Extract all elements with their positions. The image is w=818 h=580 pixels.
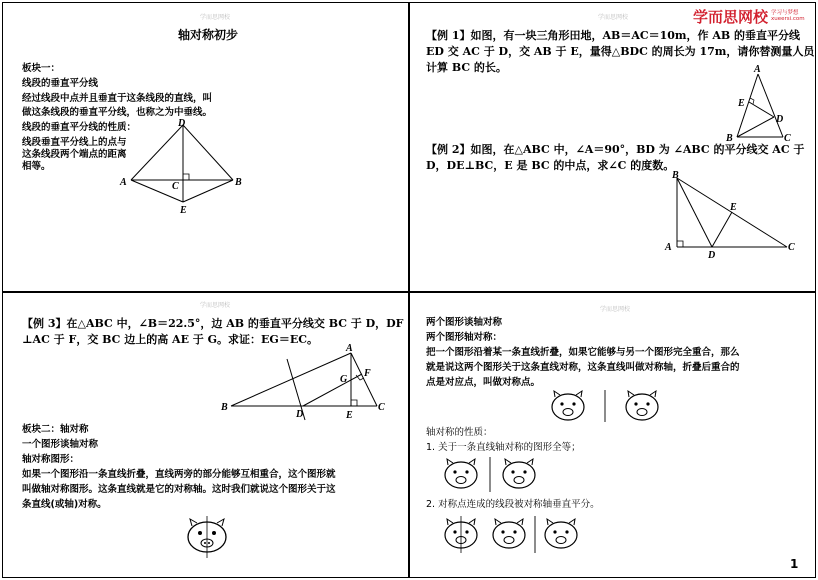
property-heading: 线段的垂直平分线的性质：: [22, 122, 137, 133]
vertex-label: E: [180, 205, 187, 216]
block-label: 板块二：轴对称: [22, 424, 89, 435]
vertex-label: D: [296, 409, 304, 420]
pig-face-pair: [548, 388, 663, 424]
property-line: 这条线段两个端点的距离: [22, 149, 127, 160]
watermark: 学而思网校: [200, 302, 231, 309]
page-title: 轴对称初步: [178, 28, 239, 42]
vertex-label: B: [221, 402, 228, 413]
definition-line: 点是对应点，叫做对称点。: [426, 377, 541, 388]
vertex-label: C: [788, 242, 795, 253]
example-2-text: 【例 2】如图，在△ABC 中，∠A＝90°，BD 为 ∠ABC 的平分线交 AC 于: [426, 143, 805, 156]
vertex-label: D: [178, 118, 186, 129]
example-3-text: 【例 3】在△ABC 中，∠B＝22.5°，边 AB 的垂直平分线交 BC 于 D，DF: [22, 317, 404, 330]
vertex-label: G: [340, 374, 348, 385]
property-item: 1. 关于一条直线轴对称的图形全等；: [426, 442, 581, 453]
vertex-label: A: [754, 64, 761, 75]
watermark: 学而思网校: [598, 14, 629, 21]
definition-line: 叫做轴对称图形。这条直线就是它的对称轴。这时我们就说这个图形关于这: [22, 484, 336, 495]
example-3-text: ⊥AC 于 F，交 BC 边上的高 AE 于 G。求证：EG＝EC。: [22, 333, 318, 346]
vertex-label: A: [120, 177, 127, 188]
vertex-label: B: [235, 177, 242, 188]
block-label: 板块一：: [22, 63, 61, 74]
vertex-label: E: [346, 410, 353, 421]
vertex-label: E: [730, 202, 737, 213]
watermark: 学而思网校: [600, 306, 631, 313]
property-line: 相等。: [22, 161, 51, 172]
property-line: 线段垂直平分线上的点与: [22, 137, 127, 148]
example-1-figure: [725, 62, 805, 147]
example-2-text: D，DE⊥BC，E 是 BC 的中点，求∠C 的度数。: [426, 159, 675, 172]
example-3-figure: [215, 342, 395, 422]
vertex-label: E: [738, 98, 745, 109]
watermark: 学而思网校: [200, 14, 231, 21]
section-heading: 一个图形谈轴对称: [22, 439, 99, 450]
vertex-label: A: [665, 242, 672, 253]
vertex-label: C: [784, 133, 791, 144]
definition-line: 如果一个图形沿一条直线折叠，直线两旁的部分能够互相重合，这个图形就: [22, 469, 336, 480]
property-item: 2. 对称点连成的线段被对称轴垂直平分。: [426, 499, 600, 510]
section-heading: 两个图形轴对称：: [426, 332, 503, 343]
vertex-label: D: [776, 114, 784, 125]
example-1-text: ED 交 AC 于 D，交 AB 于 E，量得△BDC 的周长为 17m，请你替测量人员: [426, 45, 815, 58]
vertex-label: B: [672, 170, 679, 181]
brand-logo-sub: 学习与梦想: [771, 10, 799, 16]
vertex-label: B: [726, 133, 733, 144]
definition-line: 就是说这两个图形关于这条直线对称，这条直线叫做对称轴，折叠后重合的: [426, 362, 740, 373]
perpendicular-bisector-figure: [110, 115, 260, 220]
example-1-text: 计算 BC 的长。: [426, 61, 507, 74]
section-heading: 两个图形谈轴对称: [426, 317, 503, 328]
vertex-label: C: [172, 181, 179, 192]
property-heading: 轴对称的性质：: [426, 427, 493, 438]
pig-face-pair: [440, 455, 545, 493]
vertex-label: F: [364, 368, 371, 379]
brand-logo: 学而思网校: [693, 8, 769, 26]
pig-face-symmetric: [182, 514, 232, 558]
vertex-label: C: [378, 402, 385, 413]
vertex-label: A: [346, 343, 353, 354]
example-2-figure: [660, 168, 800, 263]
vertex-label: D: [708, 250, 716, 261]
section-heading: 线段的垂直平分线: [22, 78, 99, 89]
example-1-text: 【例 1】如图，有一块三角形田地，AB＝AC＝10m，作 AB 的垂直平分线: [426, 29, 801, 42]
brand-logo-url: xueersi.com: [771, 16, 805, 22]
pig-face-pair: [440, 513, 585, 555]
definition-line: 做这条线段的垂直平分线，也称之为中垂线。: [22, 107, 213, 118]
section-heading: 轴对称图形：: [22, 454, 80, 465]
definition-line: 经过线段中点并且垂直于这条线段的直线，叫: [22, 93, 213, 104]
definition-line: 把一个图形沿着某一条直线折叠，如果它能够与另一个图形完全重合，那么: [426, 347, 740, 358]
page-number: 1: [790, 557, 799, 571]
definition-line: 条直线(或轴)对称。: [22, 499, 107, 510]
